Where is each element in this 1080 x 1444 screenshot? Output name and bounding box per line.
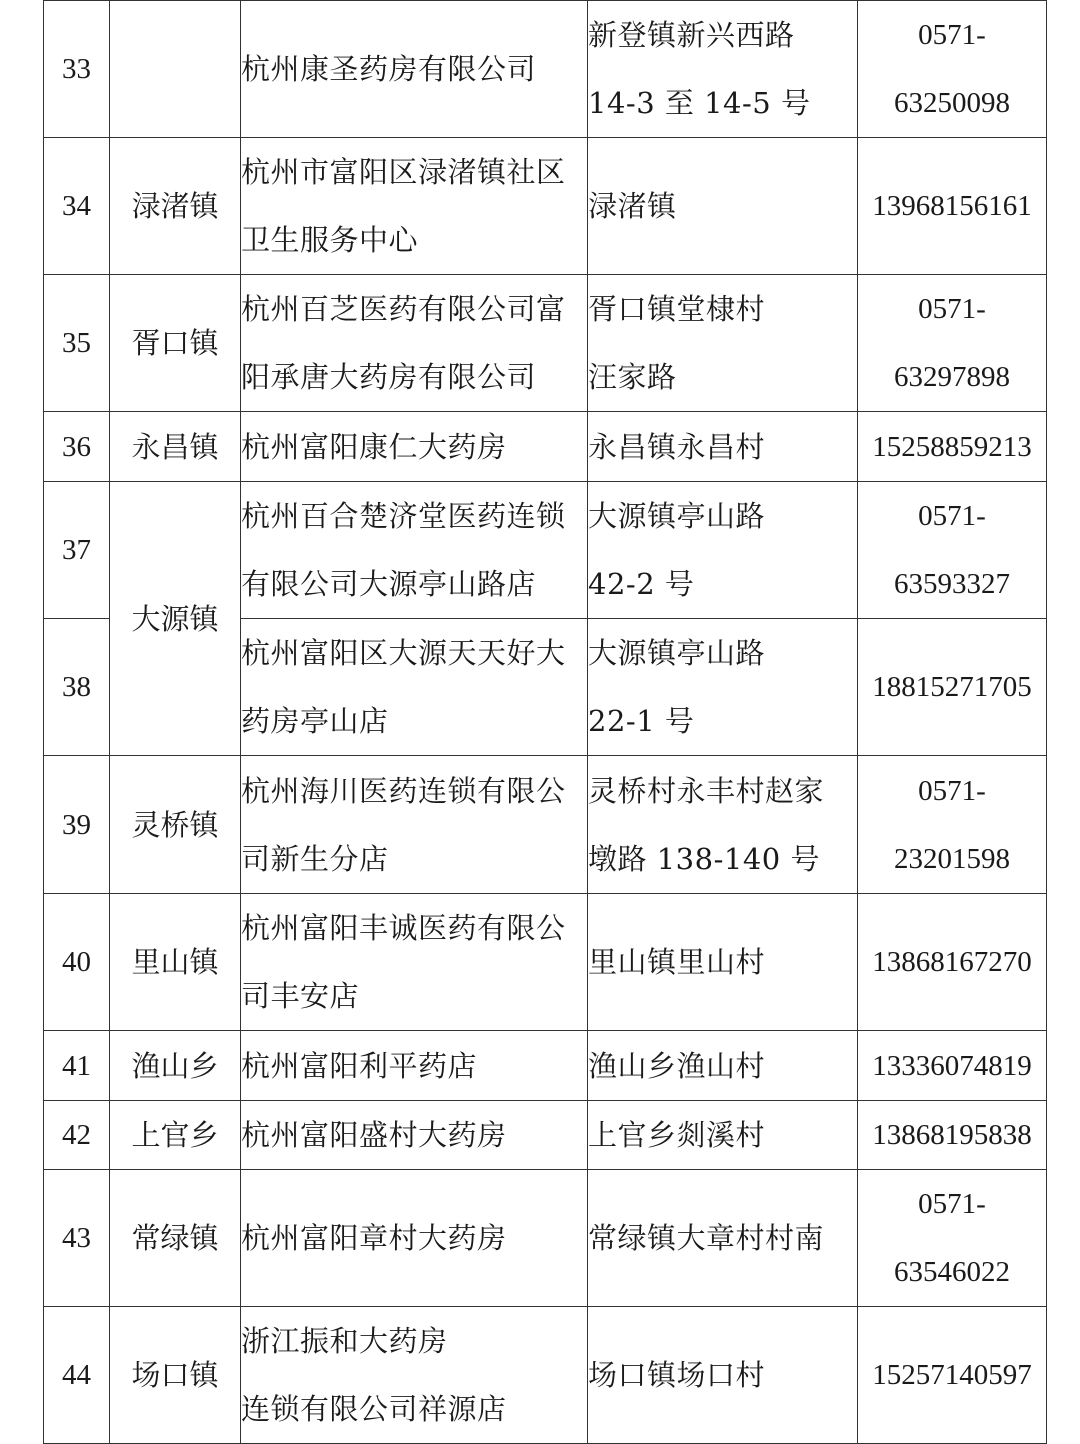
table-row — [44, 482, 1047, 619]
address: 新登镇新兴西路 14-3 至 14-5 号 — [588, 1, 858, 138]
table-row — [44, 138, 1047, 275]
town-cell — [110, 1, 241, 138]
row-number: 36 — [44, 412, 110, 482]
phone: 15257140597 — [858, 1307, 1047, 1444]
address: 里山镇里山村 — [588, 894, 858, 1031]
pharmacy-name: 杭州百芝医药有限公司富 阳承唐大药房有限公司 — [241, 275, 588, 412]
table-row — [44, 1031, 1047, 1101]
pharmacy-name: 杭州百合楚济堂医药连锁 有限公司大源亭山路店 — [241, 482, 588, 619]
phone: 13868167270 — [858, 894, 1047, 1031]
address: 灵桥村永丰村赵家 墩路 138-140 号 — [588, 756, 858, 894]
row-number: 37 — [44, 482, 110, 619]
table-row — [44, 412, 1047, 482]
row-number: 38 — [44, 619, 110, 756]
phone: 0571- 63297898 — [858, 275, 1047, 412]
table-row — [44, 756, 1047, 894]
address: 胥口镇堂棣村 汪家路 — [588, 275, 858, 412]
address: 上官乡剡溪村 — [588, 1101, 858, 1170]
row-number: 34 — [44, 138, 110, 275]
pharmacy-name: 杭州富阳区大源天天好大 药房亭山店 — [241, 619, 588, 756]
phone: 0571- 63593327 — [858, 482, 1047, 619]
phone: 0571- 63250098 — [858, 1, 1047, 138]
pharmacy-name: 杭州富阳章村大药房 — [241, 1170, 588, 1307]
pharmacy-table — [43, 0, 1047, 1444]
town-cell: 大源镇 — [110, 482, 241, 756]
row-number: 44 — [44, 1307, 110, 1444]
row-number: 40 — [44, 894, 110, 1031]
town-cell: 灵桥镇 — [110, 756, 241, 894]
town-cell: 里山镇 — [110, 894, 241, 1031]
address: 大源镇亭山路 42-2 号 — [588, 482, 858, 619]
pharmacy-name: 杭州康圣药房有限公司 — [241, 1, 588, 138]
town-cell: 永昌镇 — [110, 412, 241, 482]
address: 永昌镇永昌村 — [588, 412, 858, 482]
address: 场口镇场口村 — [588, 1307, 858, 1444]
town-cell: 胥口镇 — [110, 275, 241, 412]
phone: 18815271705 — [858, 619, 1047, 756]
row-number: 43 — [44, 1170, 110, 1307]
pharmacy-name: 杭州市富阳区渌渚镇社区 卫生服务中心 — [241, 138, 588, 275]
row-number: 35 — [44, 275, 110, 412]
row-number: 41 — [44, 1031, 110, 1101]
town-cell: 场口镇 — [110, 1307, 241, 1444]
pharmacy-name: 杭州富阳康仁大药房 — [241, 412, 588, 482]
pharmacy-name: 浙江振和大药房 连锁有限公司祥源店 — [241, 1307, 588, 1444]
town-cell: 渌渚镇 — [110, 138, 241, 275]
pharmacy-name: 杭州富阳利平药店 — [241, 1031, 588, 1101]
address: 大源镇亭山路 22-1 号 — [588, 619, 858, 756]
table-row — [44, 1, 1047, 138]
pharmacy-name: 杭州海川医药连锁有限公 司新生分店 — [241, 756, 588, 894]
table-row — [44, 1101, 1047, 1170]
phone: 0571- 63546022 — [858, 1170, 1047, 1307]
row-number: 42 — [44, 1101, 110, 1170]
table-row — [44, 275, 1047, 412]
row-number: 33 — [44, 1, 110, 138]
phone: 13336074819 — [858, 1031, 1047, 1101]
phone: 13868195838 — [858, 1101, 1047, 1170]
table-row — [44, 894, 1047, 1031]
table-row — [44, 1307, 1047, 1444]
phone: 15258859213 — [858, 412, 1047, 482]
table-row — [44, 1170, 1047, 1307]
town-cell: 渔山乡 — [110, 1031, 241, 1101]
phone: 0571- 23201598 — [858, 756, 1047, 894]
address: 渌渚镇 — [588, 138, 858, 275]
pharmacy-name: 杭州富阳盛村大药房 — [241, 1101, 588, 1170]
address: 渔山乡渔山村 — [588, 1031, 858, 1101]
row-number: 39 — [44, 756, 110, 894]
pharmacy-name: 杭州富阳丰诚医药有限公 司丰安店 — [241, 894, 588, 1031]
address: 常绿镇大章村村南 — [588, 1170, 858, 1307]
phone: 13968156161 — [858, 138, 1047, 275]
town-cell: 常绿镇 — [110, 1170, 241, 1307]
town-cell: 上官乡 — [110, 1101, 241, 1170]
